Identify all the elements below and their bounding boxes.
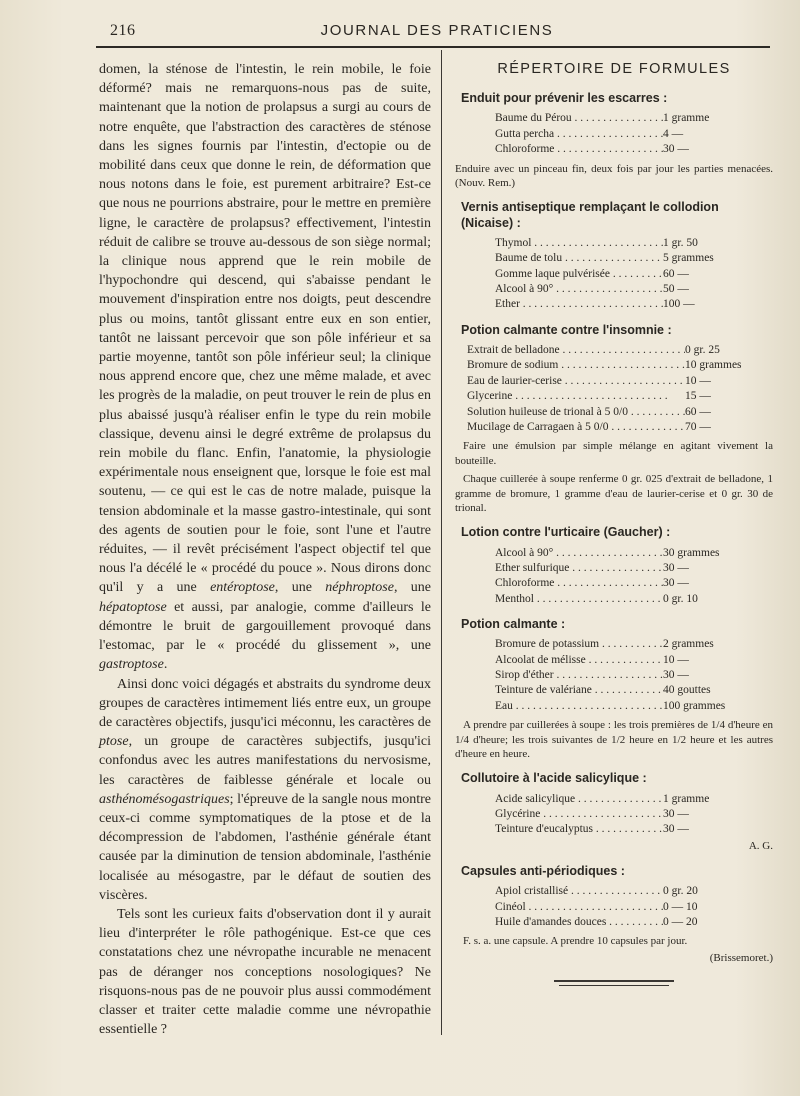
formula-signature: (Brissemoret.) — [709, 951, 773, 964]
repertoire-column — [455, 62, 773, 986]
ingredient-row: Acide salicylique . . . 1 gramme — [495, 792, 745, 807]
ingredient-row: Ether sulfurique . . . 30 — — [495, 561, 745, 576]
ingredient-row: Teinture d'eucalyptus . . . 30 — — [495, 822, 745, 837]
ingredient-row: Teinture de valériane . . . 40 gouttes — [495, 683, 745, 698]
end-rule — [554, 980, 674, 982]
ingredient-row: Sirop d'éther . . . 30 — — [495, 668, 745, 683]
ingredient-row: Extrait de belladone . . . 0 gr. 25 — [467, 343, 749, 358]
formula-title: Capsules anti-périodiques : — [461, 864, 625, 879]
ingredient-row: Thymol . . . 1 gr. 50 — [495, 236, 745, 251]
article-paragraph: domen, la sténose de l'intestin, le rein mobile, le foie déformé? mais ne remarquons-nous pas de suite, maintenant que la notion de prolapsus a surgi au cours de notre enquête, que l'abstraction des caractères de sténose dans les signes fournis par l'intestin, d'ectopie ou de mobilité dans ceux que donne le rein, de déformation que nous notons dans le foie, est purement arbitraire? Est-ce que nous ne pourrions abstraire, pour le mettre en première ligne, le caractère de prolapsus? effectivement, l'intestin réduit de calibre se trouve au-dessous de son siège normal; la clinique nous apprend que le rein mobile de l'hypochondre qui descend, qui s'abaisse pendant le mouvement d'inspiration entre nos doigts, peut descendre plus ou moins, tantôt glissant entre eux en son entier, tantôt ne laissant percevoir que son pôle inférieur et sa partie moyenne, tantôt son pôle inférieur seul; la clinique nous apprend encore que, chez une même malade, et avec les progrès de la maladie, on peut trouver le rein de plus en plus abaissé jusqu'à réaliser enfin le type du rein mobile classique, devenu ainsi le degré extrême de prolapsus du rein mobile du flanc. Enfin, l'anatomie, la physiologie expérimentale nous enseignent que, lorsque le foie est mal soutenu, — ce qui est le cas de notre malade, puisque la tension abdominale et la masse gastro-intestinale, qui sont des agents de soutien pour le foie, sont l'une et l'autre réduites, — il revêt précisément l'aspect objectif tel que nous l'a décélé le « procédé du pouce ». Nous dirons donc qu'il y a une entéroptose, une néphroptose, une hépatoptose et aussi, par analogie, comme d'ailleurs le démontre le bruit de gargouillement provoqué dans l'estomac, par le « procédé du glissement », une gastroptose. — [99, 62, 431, 673]
ingredient-row: Alcool à 90° . . . 50 — — [495, 282, 745, 297]
ingredient-row: Bromure de sodium . . . 10 grammes — [467, 358, 749, 373]
formula-note: Chaque cuillerée à soupe renferme 0 gr. 025 d'extrait de belladone, 1 gramme de bromure, 1 gramme d'eau de laurier-cerise et 0 gr. 30 de trional. — [455, 473, 773, 514]
formula-signature: A. G. — [748, 839, 773, 852]
ingredient-row: Eau de laurier-cerise . . . 10 — — [467, 374, 749, 389]
formula-title: Potion calmante contre l'insomnie : — [461, 322, 672, 337]
page-header — [96, 22, 778, 44]
ingredient-row: Baume du Pérou . . . 1 gramme — [495, 111, 745, 126]
formula-note: Enduire avec un pinceau fin, deux fois par jour les parties menacées. (Nouv. Rem.) — [455, 162, 773, 189]
ingredient-row: Apiol cristallisé . . . 0 gr. 20 — [495, 884, 745, 899]
ingredient-row: Alcoolat de mélisse . . . 10 — — [495, 653, 745, 668]
formula-note: F. s. a. une capsule. A prendre 10 capsules par jour. — [463, 935, 688, 948]
ingredient-row: Glycérine . . . 30 — — [495, 807, 745, 822]
ingredient-row: Gomme laque pulvérisée . . . 60 — — [495, 267, 745, 282]
formula-note: Faire une émulsion par simple mélange en agitant vivement la bouteille. — [455, 440, 773, 467]
ingredient-row: Gutta percha . . . 4 — — [495, 127, 745, 142]
formula-title: Enduit pour prévenir les escarres : — [461, 91, 668, 106]
ingredient-row: Glycerine . . . 15 — — [467, 389, 749, 404]
ingredient-row: Chloroforme . . . 30 — — [495, 576, 745, 591]
article-paragraph: Tels sont les curieux faits d'observation dont il y aurait lieu d'interpréter le rôle pathogénique. Est-ce que ces constatations chez une névropathe incurable ne menacent pas de déranger nos conceptions nosologiques? Ne risquons-nous pas de ne pouvoir plus aussi commodément classer et traiter cette maladie comme une névropathie essentielle ? — [99, 906, 431, 1038]
column-divider — [441, 50, 442, 1035]
ingredient-row: Alcool à 90° . . . 30 grammes — [495, 546, 745, 561]
ingredient-row: Huile d'amandes douces . . . 0 — 20 — [495, 915, 745, 930]
header-rule — [96, 46, 770, 48]
ingredient-row: Baume de tolu . . . 5 grammes — [495, 251, 745, 266]
formula-title: Collutoire à l'acide salicylique : — [461, 771, 647, 786]
ingredient-row: Chloroforme . . . 30 — — [495, 142, 745, 157]
ingredient-row: Solution huileuse de trional à 5 0/0 . . . 60 — — [467, 405, 749, 420]
ingredient-row: Cinéol . . . 0 — 10 — [495, 900, 745, 915]
end-rule — [559, 985, 669, 986]
repertoire-title: RÉPERTOIRE DE FORMULES — [497, 61, 731, 77]
formula-title: Vernis antiseptique remplaçant le collodion (Nicaise) : — [461, 200, 719, 230]
article-paragraph: Ainsi donc voici dégagés et abstraits du syndrome deux groupes de caractères intimement liés entre eux, un groupe de caractères objectifs, jusqu'ici méconnu, les caractères de ptose, un groupe de caractères subjectifs, jusqu'ici confondus avec les autres manifestations du nervosisme, les caractères de faiblesse générale et locale ou asthénomésogastriques; l'épreuve de la sangle nous montre ceux-ci comme symptomatiques de la ptose et de la décompression de l'abdomen, l'asthénie générale étant causée par la diminution de tension abdominale, l'asthénie localisée au mésogastre, par le défaut de soutien des viscères. — [99, 676, 431, 903]
article-column — [99, 60, 431, 1039]
ingredient-row: Mucilage de Carragaen à 5 0/0 . . . 70 — — [467, 420, 749, 435]
ingredient-row: Eau . . . 100 grammes — [495, 699, 745, 714]
ingredient-row: Bromure de potassium . . . 2 grammes — [495, 637, 745, 652]
page-number: 216 — [110, 22, 136, 39]
ingredient-row: Ether . . . 100 — — [495, 297, 745, 312]
formula-title: Potion calmante : — [461, 617, 566, 632]
formula-title: Lotion contre l'urticaire (Gaucher) : — [461, 525, 671, 540]
ingredient-row: Menthol . . . 0 gr. 10 — [495, 592, 745, 607]
journal-title: JOURNAL DES PRATICIENS — [320, 22, 554, 39]
formula-note: A prendre par cuillerées à soupe : les trois premières de 1/4 d'heure en 1/4 d'heure; les trois suivantes de 1/2 heure en 1/2 heure et les autres d'heure en heure. — [455, 719, 773, 761]
